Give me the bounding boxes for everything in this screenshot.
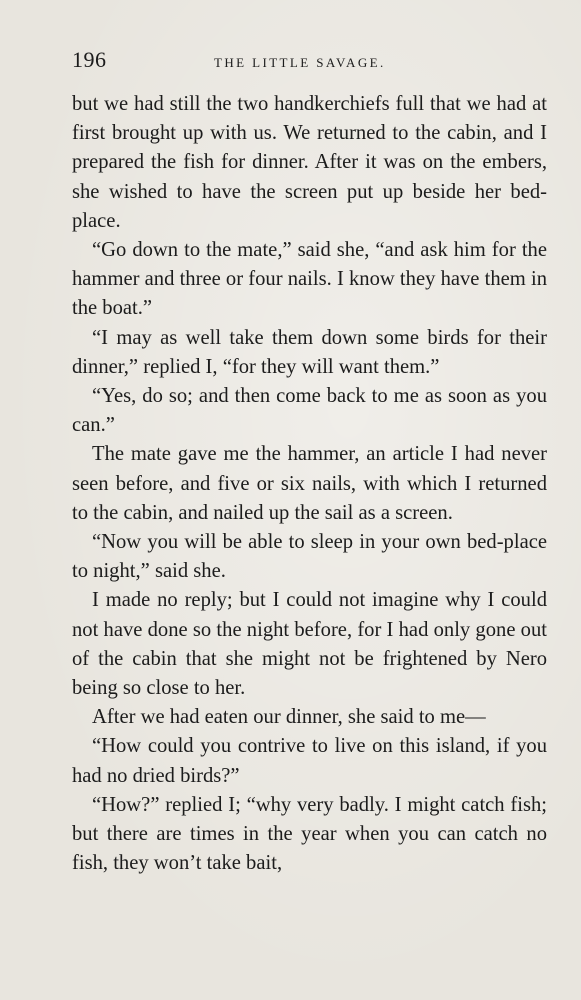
- paragraph: “Yes, do so; and then come back to me as soon as you can.”: [72, 385, 547, 437]
- paragraph: but we had still the two handkerchiefs full that we had at first brought up with us. We returned to the cabin, and I prepared the fish for dinner. After it was on the embers, she wished to have the screen put up beside her bed-place.: [72, 93, 547, 232]
- paragraph: “How could you contrive to live on this island, if you had no dried birds?”: [72, 735, 547, 787]
- page-number: 196: [72, 47, 107, 72]
- paragraph: “How?” replied I; “why very badly. I might catch fish; but there are times in the year when you can catch no fish, they won’t take bait,: [72, 793, 547, 875]
- paragraph: I made no reply; but I could not imagine why I could not have done so the night before, for I had only gone out of the cabin that she might not be frightened by Nero being so close to her.: [72, 589, 547, 700]
- paragraph: “Now you will be able to sleep in your own bed-place to night,” said she.: [72, 531, 547, 583]
- paragraph: After we had eaten our dinner, she said to me—: [92, 706, 486, 729]
- body-text: [72, 90, 547, 878]
- paragraph: The mate gave me the hammer, an article I had never seen before, and five or six nails, with which I returned to the cabin, and nailed up the sail as a screen.: [72, 443, 547, 524]
- paragraph: “Go down to the mate,” said she, “and ask him for the hammer and three or four nails. I know they have them in the boat.”: [72, 239, 547, 320]
- page-header: [72, 47, 547, 77]
- paragraph: “I may as well take them down some birds for their dinner,” replied I, “for they will want them.”: [72, 326, 547, 378]
- running-head: THE LITTLE SAVAGE.: [214, 55, 386, 70]
